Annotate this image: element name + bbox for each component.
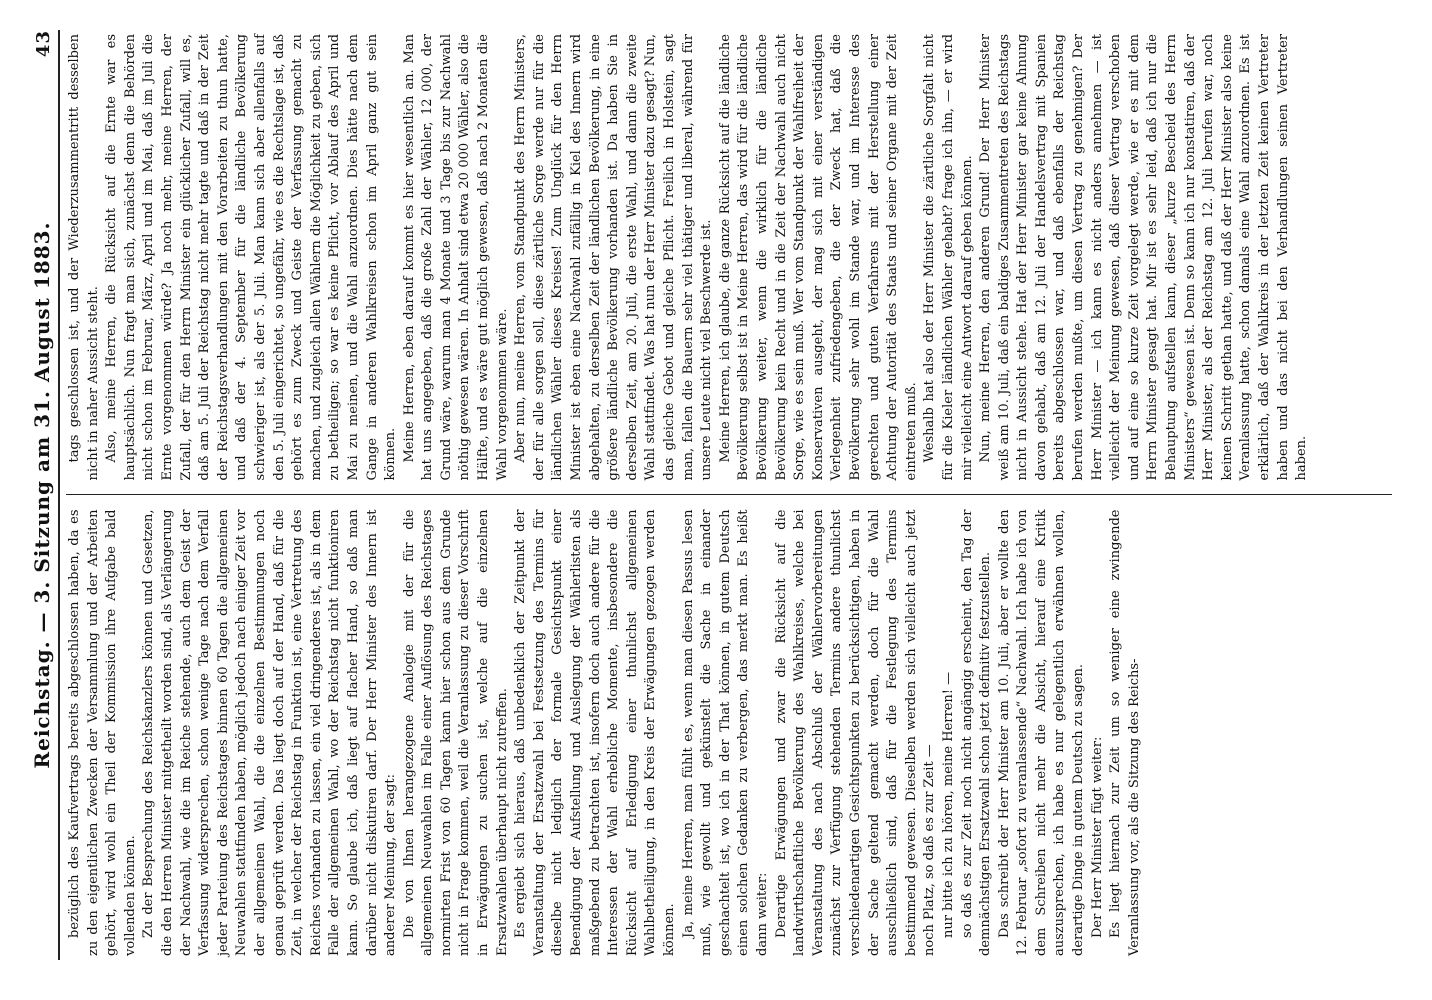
paragraph: Nun, meine Herren, den anderen Grund! Der Herr Minister weiß am 10. Juli, daß ein baldiges Zusammentreten des Reichstags nicht in Aussicht stehe. Hat der Herr Minister gar keine Ahnung davon gehabt, daß am 12. Juli der Handelsvertrag mit Spanien bereits abgeschlossen war, und daß ebenfalls der Reichstag berufen werden mußte, um diesen Vertrag zu genehmigen? Der Herr Minister — ich kann es nicht anders annehmen — ist vielleicht der Meinung gewesen, daß dieser Vertrag verschoben und auf eine so kurze Zeit vorgelegt werde, wie er es mit dem Herrn Minister gesagt hat. Mir ist es sehr leid, daß ich nur die Behauptung aufstellen kann, dieser „kurze Bescheid des Herrn Ministers“ gewesen ist. Denn so kann ich nur konstatiren, daß der Herr Minister, als der Reichstag am 12. Juli berufen war, noch keinen Schritt gethan hatte, und daß der Herr Minister also keine Veranlassung hatte, schon damals eine Wahl anzuordnen. Es ist erklärlich, daß der Wahlkreis in der letzten Zeit keinen Vertreter haben und das nicht bei den Verhandlungen seinen Vertreter haben. — [978, 34, 1310, 481]
paragraph: so daß es zur Zeit noch nicht angängig erscheint, den Tag der demnächstigen Ersatzwahl schon jetzt definitiv festzustellen. — [959, 509, 994, 956]
paragraph: Ja, meine Herren, man fühlt es, wenn man diesen Passus lesen muß, wie gewollt und gekünstelt die Sache in einander geschachtelt ist, wo ich in der That können, in gutem Deutsch einen solchen Gedanken zu verbergen, das merkt man. Es heißt dann weiter: — [680, 509, 770, 956]
paragraph: Also, meine Herren, die Rücksicht auf die Ernte war es hauptsächlich. Nun fragt man sich, zunächst denn die Behörden nicht schon im Februar, März, April und im Mai, daß im Juli die Ernte vorgenommen würde? Ja noch mehr, meine Herren, der Zufall, der für den Herrn Minister ein glücklicher Zufall, will es, daß am 5. Juli der Reichstag nicht mehr tagte und daß in der Zeit der Reichstagsverhandlungen mit den Vorarbeiten zu thun hatte, und daß der 4. September für die ländliche Bevölkerung schwieriger ist, als der 5. Juli. Man kann sich aber allenfalls auf den 5. Juli eingerichtet, so ungefähr, wie es die Rechtslage ist, daß gehört es zum Zweck und Geiste der Verfassung gemacht zu machen, und zugleich allen Wählern die Möglichkeit zu geben, sich zu betheiligen; so war es keine Pflicht, vor Ablauf des April und Mai zu meinen, und die Wahl anzuordnen. Dies hätte nach dem Gange in anderen Wahlkreisen schon im April ganz gut sein können. — [104, 34, 399, 481]
paragraph: Es liegt hiernach zur Zeit um so weniger eine zwingende Veranlassung vor, als die Sitzung des Reichs- — [1108, 509, 1142, 956]
paragraph: tags geschlossen ist, und der Wiederzusammentritt desselben nicht in naher Aussicht steht. — [67, 34, 101, 481]
page-title: Reichstag. — 3. Sitzung am 31. August 1883. — [30, 221, 54, 769]
paragraph: Meine Herren, ich glaube, die ganze Rücksicht auf die ländliche Bevölkerung selbst ist in Meine Herren, das wird für die ländliche Bevölkerung weiter, wenn die wirklich für die ländliche Bevölkerung kein Recht und in die Zeit der Nachwahl auch nicht Sorge, wie es sein muß. Wer vom Standpunkt der Wahlfreiheit der Konservativen ausgeht, der mag sich mit einer verständigen Verlegenheit zufriedengeben, die der Zweck hat, daß die Bevölkerung sehr wohl im Stande war, und im Interesse des gerechten und guten Verfahrens mit der Herstellung einer Achtung der Autorität des Staats und seiner Organe mit der Zeit eintreten muß. — [717, 34, 919, 481]
right-column — [66, 30, 1392, 495]
page-number: 43 — [33, 30, 54, 58]
paragraph: Meine Herren, eben darauf kommt es hier wesentlich an. Man hat uns angegeben, daß die große Zahl der Wähler, 12 000, der Grund wäre, warum man 4 Monate und 3 Tage bis zur Nachwahl nöthig gewesen wären. In Anhalt sind etwa 20 000 Wähler, also die Hälfte, und es wäre gut möglich gewesen, daß nach 2 Monaten die Wahl vorgenommen wäre. — [401, 34, 510, 481]
paragraph: Zu der Besprechung des Reichskanzlers können und Gesetzen, die den Herren Minister mitgetheilt worden sind, als Verlängerung der Nachwahl, wie die im Reiche stehende, auch dem Geist der Verfassung widersprechen, schon wenige Tage nach dem Verfall jeder Parteiung des Reichstages binnen 60 Tagen die allgemeinen Neuwahlen stattfinden haben, möglich jedoch nach einiger Zeit vor der allgemeinen Wahl, die die einzelnen Bestimmungen noch genau geprüft werden. Das liegt doch auf der Hand, daß für die Zeit, in welcher der Reichstag in Funktion ist, eine Vertretung des Reiches vorhanden zu lassen, ein viel dringenderes ist, als in dem Falle der allgemeinen Wahl, wo der Reichstag nicht funktioniren kann. So glaube ich, daß liegt auf flacher Hand, so daß man darüber nicht diskutiren darf. Der Herr Minister des Innern ist anderer Meinung, der sagt: — [141, 509, 399, 956]
paragraph: Weshalb hat also der Herr Minister die zärtliche Sorgfalt nicht für die Kieler ländlichen Wähler gehabt? frage ich ihn, — er wird mir vielleicht eine Antwort darauf geben können. — [922, 34, 975, 481]
paragraph: Aber nun, meine Herren, vom Standpunkt des Herrn Ministers, der für alle sorgen soll, diese zärtliche Sorge werde nur für die ländlichen Wähler dieses Kreises! Zum Unglück für den Herrn Minister ist eben eine Nachwahl zufällig in Kiel des Innern wird abgehalten, zu derselben Zeit der ländlichen Bevölkerung, in eine größere ländliche Bevölkerung vorhanden ist. Da haben Sie in derselben Zeit, am 20. Juli, die erste Wahl, und dann die zweite Wahl stattfindet. Was hat nun der Herr Minister dazu gesagt? Nun, das gleiche Gebot und gleiche Pflicht. Freilich in Holstein, sagt man, fallen die Bauern sehr viel thätiger und liberal, während für unsere Leute nicht viel Beschwerde ist. — [513, 34, 715, 481]
paragraph: bezüglich des Kaufvertrags bereits abgeschlossen haben, da es zu den eigentlichen Zwecken der Versammlung und der Arbeiten gehört, wird wohl ein Theil der Kommission ihre Aufgabe bald vollenden können. — [67, 509, 138, 956]
paragraph: Es ergiebt sich hieraus, daß unbedenklich der Zeitpunkt der Veranstaltung der Ersatzwahl bei Festsetzung des Termins für dieselbe nicht lediglich der formale Gesichtspunkt einer Beendigung der Aufstellung und Auslegung der Wählerlisten als maßgebend zu betrachten ist, insofern doch auch andere für die Interessen der Wahl erhebliche Momente, insbesondere die Rücksicht auf Erledigung einer thunlichst allgemeinen Wahlbetheiligung, in den Kreis der Erwägungen gezogen werden können. — [513, 509, 677, 956]
paragraph: Derartige Erwägungen und zwar die Rücksicht auf die landwirthschaftliche Bevölkerung des Wahlkreises, welche bei Veranstaltung des nach Abschluß der Wählervorbereitungen zunächst zur Verfügung stehenden Termins andere thunlichst verschiedenartigen Gesichtspunkten zu berücksichtigen, haben in der Sache geltend gemacht werden, doch für die Wahl ausschließlich sind, daß für die Festlegung des Termins bestimmend gewesen. Dieselben werden sich vielleicht auch jetzt noch Platz, so daß es zur Zeit — — [773, 509, 938, 956]
page-header — [14, 30, 60, 960]
paragraph: Der Herr Minister fügt weiter: — [1089, 736, 1105, 938]
paragraph: Die von Ihnen herangezogene Analogie mit der für die allgemeinen Neuwahlen im Falle einer Auflösung des Reichstages normirten Frist von 60 Tagen kann hier schon aus dem Grunde nicht in Frage kommen, weil die Veranlassung zu dieser Vorschrift in Erwägungen zu suchen ist, welche auf die einzelnen Ersatzwahlen überhaupt nicht zutreffen. — [401, 509, 510, 956]
left-column — [66, 495, 1392, 961]
paragraph: nur bitte ich zu hören, meine Herren! — — [940, 671, 956, 938]
text-columns — [66, 30, 1392, 960]
paragraph: Das schreibt der Herr Minister am 10. Juli, aber er wollte den 12. Februar „sofort zu veranlassende“ Nachwahl. Ich habe ich von dem Schreiben nicht mehr die Absicht, hierauf eine Kritik auszusprechen, ich habe es nur gelegentlich erwähnen wollen, derartige Dinge in gutem Deutsch zu sagen. — [996, 509, 1087, 956]
